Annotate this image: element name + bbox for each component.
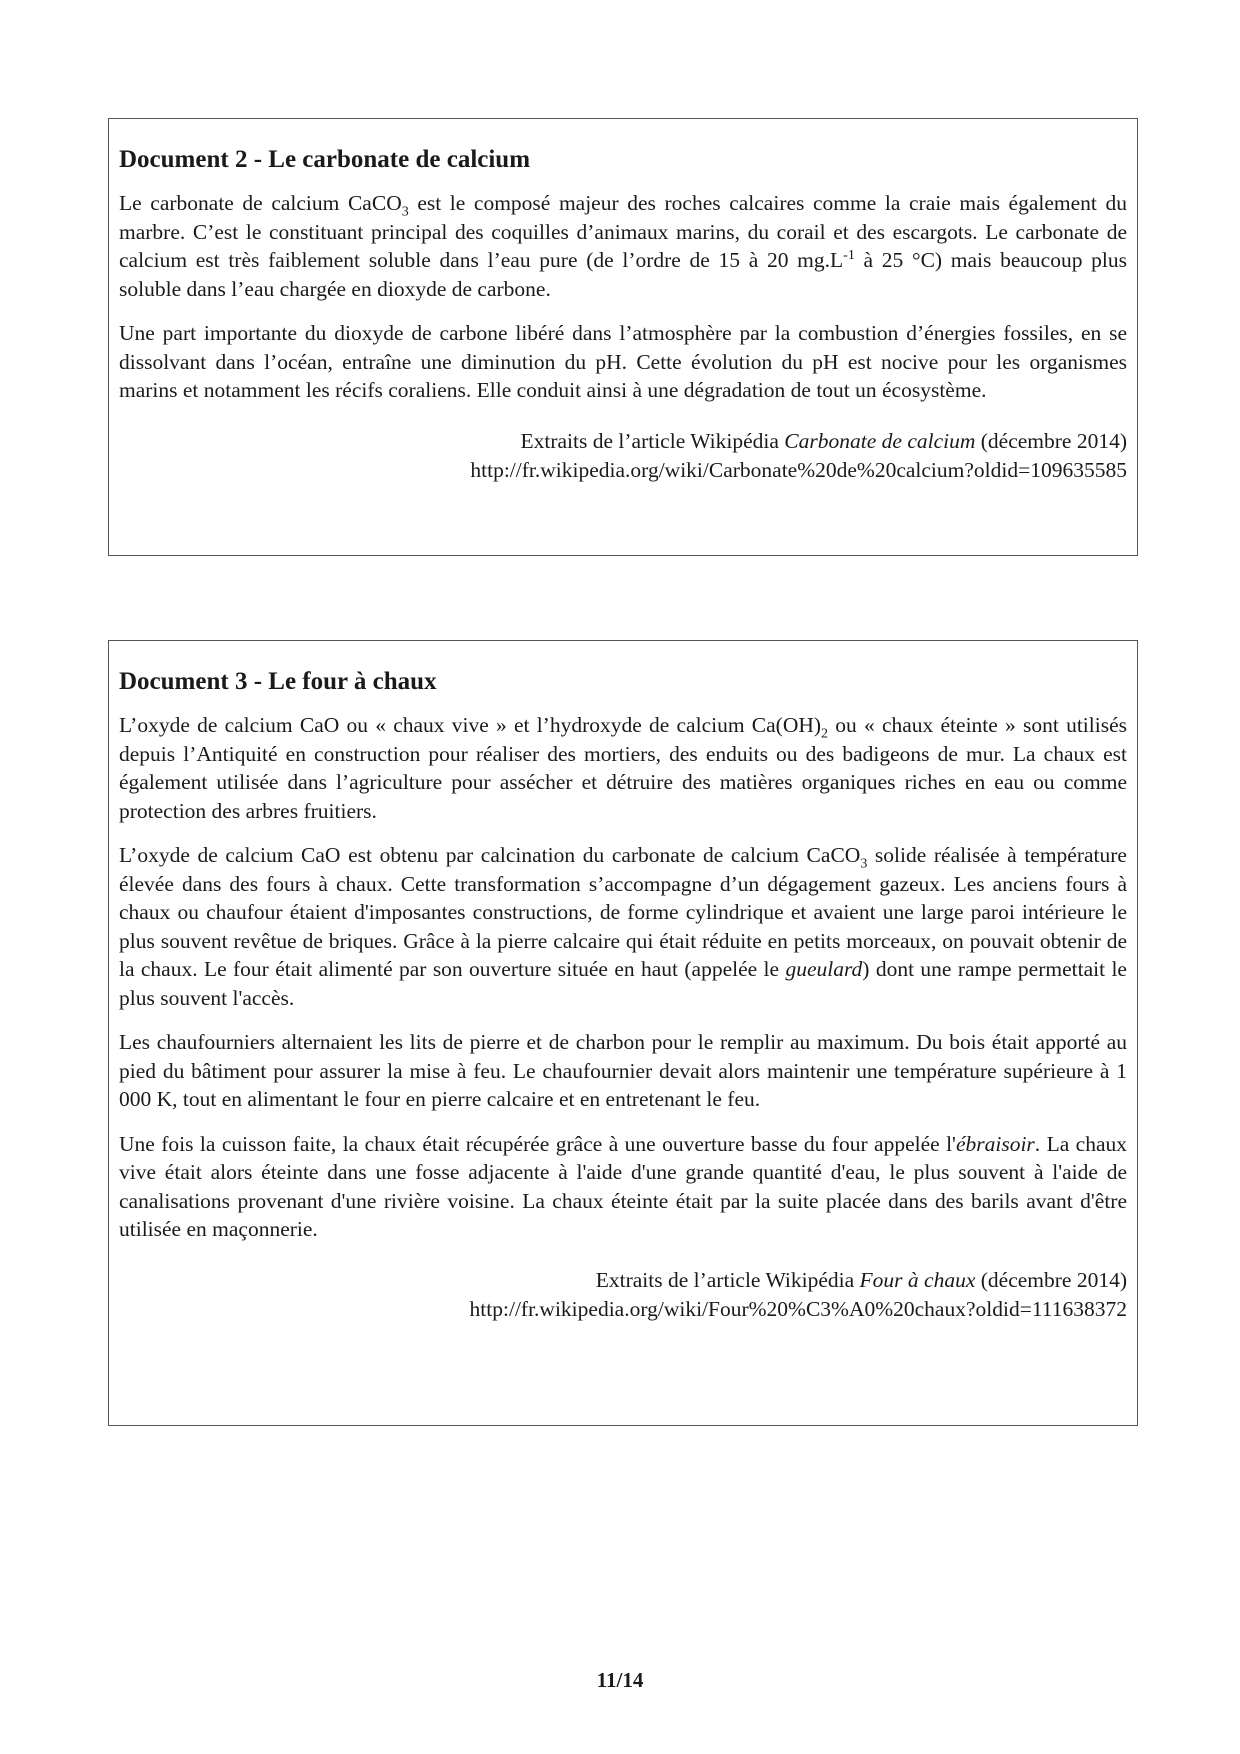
source-citation <box>119 1266 1127 1295</box>
emphasis: ébraisoir <box>955 1131 1035 1156</box>
document-2-title: Document 2 - Le carbonate de calcium <box>119 146 531 173</box>
source-url: http://fr.wikipedia.org/wiki/Four%20%C3%A0%20chaux?oldid=111638372 <box>469 1296 1127 1321</box>
text-run: solide réalisée à température élevée dans des fours à chaux. Cette transformation s’accompagne d’un dégagement gazeux. Les anciens fours à chaux ou chaufour étaient d'imposantes constructions, de forme cylindrique et avaient une large paroi intérieure le plus souvent revêtue de briques. Grâce à la pierre calcaire qui était réduite en petits morceaux, on pouvait obtenir de la chaux. Le four était alimenté par son ouverture située en haut (appelée le <box>119 843 1127 981</box>
document-3-box <box>108 640 1138 1426</box>
text-run: L’oxyde de calcium CaO ou « chaux vive » et l’hydroxyde de calcium Ca(OH) <box>119 713 822 737</box>
text-run: (décembre 2014) <box>975 1267 1127 1292</box>
source-url: http://fr.wikipedia.org/wiki/Carbonate%20de%20calcium?oldid=109635585 <box>470 457 1127 482</box>
document-3-paragraph-2 <box>119 841 1127 1012</box>
emphasis: gueulard <box>785 957 863 981</box>
text-run: ) dont une rampe permettait le plus souvent l'accès. <box>119 957 1127 1010</box>
superscript: -1 <box>843 247 855 263</box>
document-3-paragraph-1 <box>119 711 1127 825</box>
source-citation <box>119 427 1127 456</box>
document-3-paragraph-3: Les chaufourniers alternaient les lits de pierre et de charbon pour le remplir au maximum. Du bois était apporté au pied du bâtiment pour assurer la mise à feu. Le chaufournier devait alors maintenir une température supérieure à 1 000 K, tout en alimentant le four en pierre calcaire et en entretenant le feu. <box>119 1030 1127 1111</box>
article-title: Four à chaux <box>859 1267 976 1292</box>
text-run: ou « chaux éteinte » sont utilisés depuis l’Antiquité en construction pour réaliser des mortiers, des enduits ou des badigeons de mur. La chaux est également utilisée dans l’agriculture pour assécher et détruire des matières organiques riches en eau ou comme protection des arbres fruitiers. <box>119 713 1127 823</box>
document-3-source <box>119 1266 1127 1324</box>
text-run: Une fois la cuisson faite, la chaux était récupérée grâce à une ouverture basse du four appelée l' <box>119 1131 956 1156</box>
document-2-box <box>108 118 1138 556</box>
text-run: (décembre 2014) <box>975 428 1127 453</box>
document-2-paragraph-2: Une part importante du dioxyde de carbone libéré dans l’atmosphère par la combustion d’énergies fossiles, en se dissolvant dans l’océan, entraîne une diminution du pH. Cette évolution du pH est nocive pour les organismes marins et notamment les récifs coraliens. Elle conduit ainsi à une dégradation de tout un écosystème. <box>119 321 1127 402</box>
text-run: Extraits de l’article Wikipédia <box>520 428 785 453</box>
page-number: 11/14 <box>596 1668 644 1692</box>
document-2-source <box>119 427 1127 485</box>
document-3-title: Document 3 - Le four à chaux <box>119 668 437 695</box>
text-run: est le composé majeur des roches calcaires comme la craie mais également du marbre. C’est le constituant principal des coquilles d’animaux marins, du corail et des escargots. Le carbonate de calcium est très faiblement soluble dans l’eau pure (de l’ordre de 15 à 20 mg.L <box>119 191 1127 272</box>
text-run: . La chaux vive était alors éteinte dans une fosse adjacente à l'aide d'une grande quantité d'eau, le plus souvent à l'aide de canalisations provenant d'une rivière voisine. La chaux éteinte était par la suite placée dans des barils avant d'être utilisée en maçonnerie. <box>119 1131 1127 1241</box>
text-run: Le carbonate de calcium CaCO <box>119 191 402 215</box>
article-title: Carbonate de calcium <box>784 428 976 453</box>
text-run: L’oxyde de calcium CaO est obtenu par calcination du carbonate de calcium CaCO <box>119 843 861 867</box>
subscript: 2 <box>821 726 829 742</box>
text-run: à 25 °C) mais beaucoup plus soluble dans l’eau chargée en dioxyde de carbone. <box>119 248 1128 301</box>
text-run: Extraits de l’article Wikipédia <box>595 1267 860 1292</box>
document-2-paragraph-1 <box>119 189 1127 303</box>
document-3-paragraph-4 <box>119 1130 1127 1244</box>
subscript: 3 <box>401 204 409 220</box>
subscript: 3 <box>860 856 868 872</box>
